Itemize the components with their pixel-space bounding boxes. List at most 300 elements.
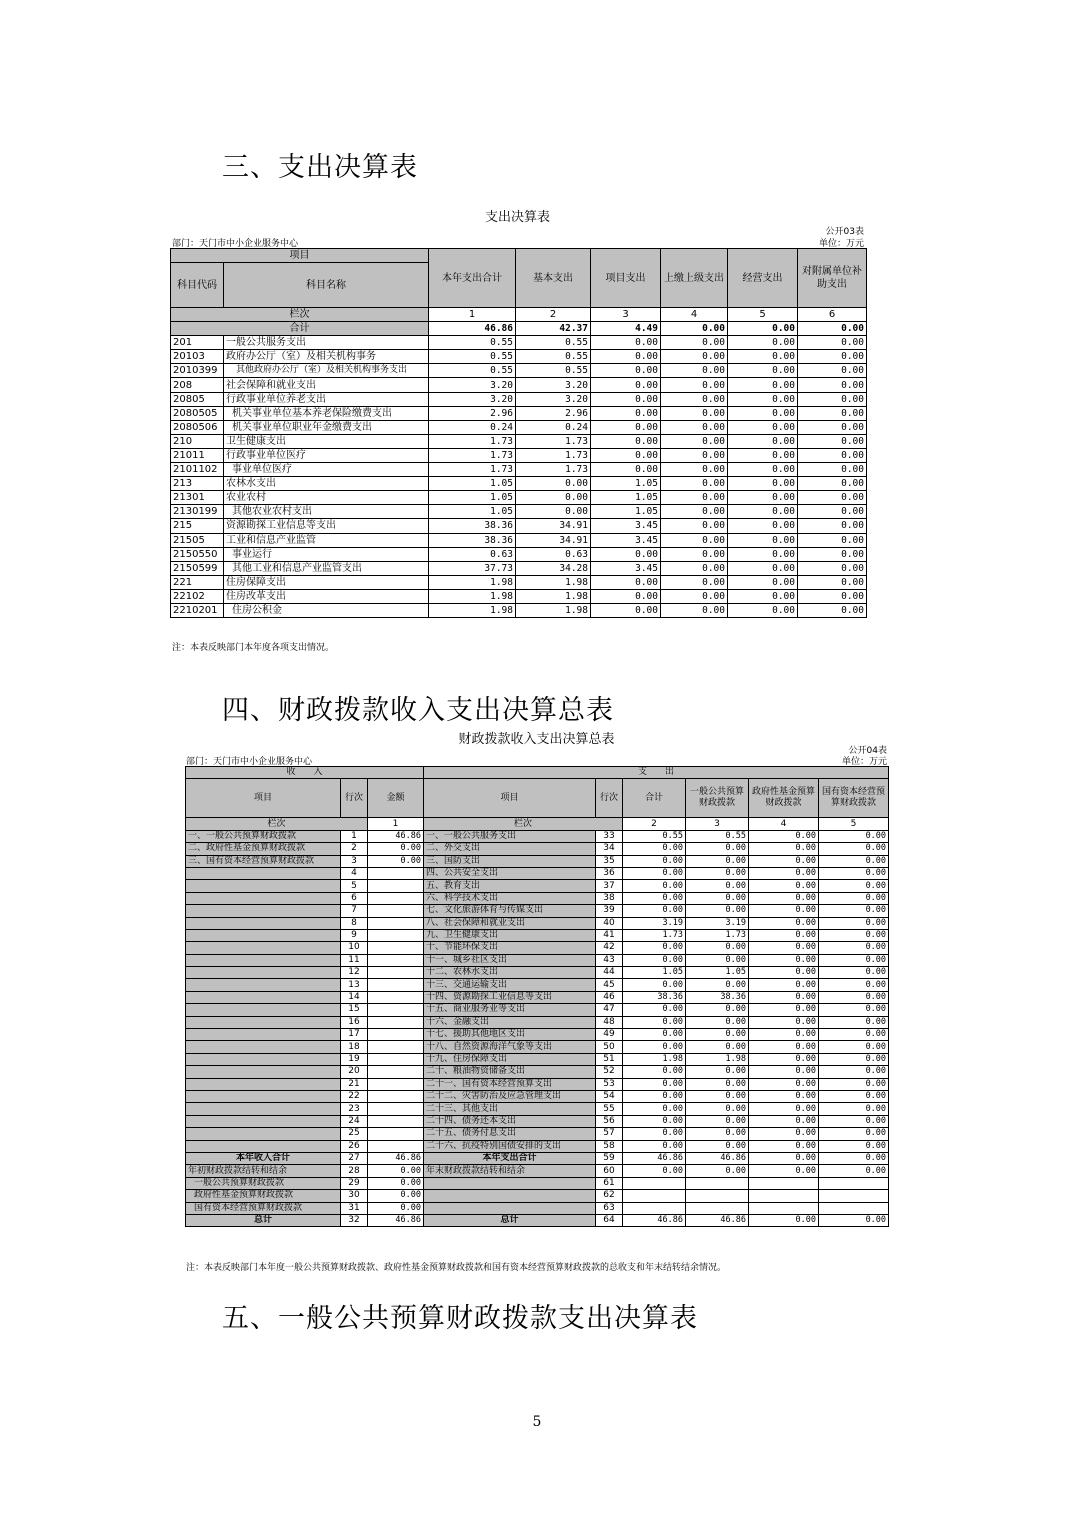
row-number: 53 [596, 1078, 623, 1090]
section3-form-no: 公开03表 [825, 227, 864, 237]
expense-amount [623, 1202, 686, 1214]
amount-cell: 0.00 [798, 420, 867, 434]
row-number: 37 [596, 880, 623, 892]
section3-dept: 部门：天门市中小企业服务中心 [172, 239, 299, 249]
row-number: 14 [341, 991, 368, 1003]
table-row [186, 979, 889, 991]
expense-amount: 0.00 [623, 867, 686, 879]
subject-name: 机关事业单位职业年金缴费支出 [224, 420, 429, 434]
expense-amount: 46.86 [623, 1152, 686, 1164]
hdr-fund: 政府性基金预算财政拨款 [749, 779, 819, 818]
amount-cell: 0.00 [661, 519, 728, 533]
amount-cell: 0.00 [516, 491, 591, 505]
income-amount [368, 1053, 424, 1065]
expense-amount: 0.00 [749, 967, 819, 979]
amount-cell: 1.05 [429, 477, 516, 491]
row-number: 43 [596, 954, 623, 966]
expense-amount: 0.00 [819, 942, 889, 954]
amount-cell: 0.55 [429, 350, 516, 364]
hdr-item: 项目 [171, 249, 429, 263]
amount-cell: 38.36 [429, 519, 516, 533]
expense-amount: 0.00 [819, 1041, 889, 1053]
amount-cell: 0.00 [728, 378, 798, 392]
expense-amount: 0.00 [749, 979, 819, 991]
subject-name: 住房公积金 [224, 603, 429, 617]
section3-unit: 单位：万元 [818, 239, 864, 249]
income-item [186, 979, 341, 991]
amount-cell: 0.00 [591, 547, 661, 561]
row-number: 40 [596, 917, 623, 929]
expense-amount: 3.19 [686, 917, 749, 929]
amount-cell: 0.00 [798, 561, 867, 575]
hdr-col-4: 上缴上级支出 [661, 249, 728, 308]
expense-item: 十六、金融支出 [424, 1016, 596, 1028]
row-number: 32 [341, 1214, 368, 1226]
amount-cell: 1.73 [429, 463, 516, 477]
income-item [186, 917, 341, 929]
amount-cell: 1.73 [516, 434, 591, 448]
income-header: 收 入 [186, 767, 424, 779]
expense-amount: 0.00 [749, 867, 819, 879]
expense-amount: 0.00 [819, 1214, 889, 1226]
expense-amount: 0.00 [819, 1078, 889, 1090]
amount-cell: 0.00 [661, 547, 728, 561]
expense-amount: 0.00 [749, 1152, 819, 1164]
subject-code: 2080506 [171, 420, 224, 434]
subject-name: 卫生健康支出 [224, 434, 429, 448]
row-number: 52 [596, 1066, 623, 1078]
subject-name: 农林水支出 [224, 477, 429, 491]
total-value: 0.00 [728, 322, 798, 336]
expense-amount: 0.00 [623, 1004, 686, 1016]
expense-amount: 0.00 [686, 1004, 749, 1016]
subject-code: 201 [171, 336, 224, 350]
row-number: 39 [596, 905, 623, 917]
amount-cell: 0.24 [429, 420, 516, 434]
income-item [186, 1090, 341, 1102]
row-number: 26 [341, 1140, 368, 1152]
expense-amount: 0.00 [686, 1103, 749, 1115]
row-number: 45 [596, 979, 623, 991]
expense-amount [749, 1190, 819, 1202]
table-row [186, 1078, 889, 1090]
expense-item: 二、外交支出 [424, 843, 596, 855]
row-number: 12 [341, 967, 368, 979]
expense-amount: 0.00 [819, 880, 889, 892]
expense-item: 一、一般公共服务支出 [424, 830, 596, 842]
table-row [186, 967, 889, 979]
amount-cell: 1.73 [516, 463, 591, 477]
hdr-col-5: 经营支出 [728, 249, 798, 308]
col-label: 栏次 [186, 818, 368, 830]
income-item [186, 905, 341, 917]
amount-cell: 0.00 [661, 392, 728, 406]
expense-amount: 38.36 [686, 991, 749, 1003]
row-number: 57 [596, 1128, 623, 1140]
income-amount [368, 880, 424, 892]
row-number: 42 [596, 942, 623, 954]
expense-amount: 0.00 [623, 1165, 686, 1177]
subject-code: 21011 [171, 448, 224, 462]
expense-amount: 0.00 [749, 880, 819, 892]
amount-cell: 3.45 [591, 533, 661, 547]
hdr-col-1: 本年支出合计 [429, 249, 516, 308]
amount-cell: 1.05 [429, 491, 516, 505]
table-row [171, 434, 867, 448]
expense-amount [686, 1190, 749, 1202]
income-item: 二、政府性基金预算财政拨款 [186, 843, 341, 855]
table-row [186, 1214, 889, 1226]
row-number: 54 [596, 1090, 623, 1102]
col-num: 1 [429, 308, 516, 322]
subject-name: 住房改革支出 [224, 589, 429, 603]
income-item [186, 1041, 341, 1053]
expense-amount: 0.00 [623, 1029, 686, 1041]
expense-amount: 0.00 [623, 942, 686, 954]
row-number: 8 [341, 917, 368, 929]
amount-cell: 1.73 [429, 448, 516, 462]
row-number: 2 [341, 843, 368, 855]
income-item [186, 892, 341, 904]
expense-amount: 0.00 [623, 1140, 686, 1152]
amount-cell: 0.00 [591, 603, 661, 617]
subject-code: 2080505 [171, 406, 224, 420]
amount-cell: 38.36 [429, 533, 516, 547]
expense-amount: 0.00 [686, 1029, 749, 1041]
expense-amount: 0.00 [623, 1041, 686, 1053]
expense-item: 九、卫生健康支出 [424, 929, 596, 941]
income-amount [368, 905, 424, 917]
subject-name: 其他农业农村支出 [224, 505, 429, 519]
amount-cell: 0.00 [591, 448, 661, 462]
row-number: 36 [596, 867, 623, 879]
expense-item: 二十六、抗疫特别国债安排的支出 [424, 1140, 596, 1152]
total-value: 4.49 [591, 322, 661, 336]
amount-cell: 3.20 [429, 392, 516, 406]
amount-cell: 3.20 [429, 378, 516, 392]
expense-amount: 38.36 [623, 991, 686, 1003]
subject-code: 2130199 [171, 505, 224, 519]
income-amount: 0.00 [368, 855, 424, 867]
total-value: 0.00 [798, 322, 867, 336]
row-number: 25 [341, 1128, 368, 1140]
row-number: 34 [596, 843, 623, 855]
amount-cell: 0.00 [661, 477, 728, 491]
table-row [186, 1152, 889, 1164]
subject-code: 210 [171, 434, 224, 448]
table-row [186, 942, 889, 954]
section3-note: 注：本表反映部门本年度各项支出情况。 [172, 643, 335, 653]
amount-cell: 0.00 [798, 378, 867, 392]
hdr-item2: 项目 [424, 779, 596, 818]
amount-cell: 0.00 [728, 547, 798, 561]
amount-cell: 0.00 [661, 491, 728, 505]
amount-cell: 0.00 [798, 434, 867, 448]
expense-amount: 0.00 [819, 855, 889, 867]
income-item [186, 1066, 341, 1078]
row-number: 13 [341, 979, 368, 991]
amount-cell: 0.00 [798, 350, 867, 364]
amount-cell: 0.00 [661, 434, 728, 448]
expense-amount: 0.00 [686, 905, 749, 917]
expense-item: 二十五、债务付息支出 [424, 1128, 596, 1140]
expense-amount: 0.00 [819, 1165, 889, 1177]
table-row [186, 1128, 889, 1140]
amount-cell: 0.00 [728, 420, 798, 434]
subject-name: 其他政府办公厅（室）及相关机构事务支出 [224, 364, 429, 378]
expense-item: 二十、粮油物资储备支出 [424, 1066, 596, 1078]
row-number: 3 [341, 855, 368, 867]
expense-amount: 0.00 [623, 954, 686, 966]
expense-amount: 0.00 [819, 1066, 889, 1078]
col-num: 5 [728, 308, 798, 322]
subject-code: 2150599 [171, 561, 224, 575]
income-item [186, 1016, 341, 1028]
expense-amount: 0.00 [623, 892, 686, 904]
amount-cell: 1.98 [429, 575, 516, 589]
expense-amount: 0.00 [749, 1140, 819, 1152]
amount-cell: 0.00 [728, 575, 798, 589]
expense-amount: 0.00 [686, 1041, 749, 1053]
income-amount: 46.86 [368, 1214, 424, 1226]
subject-name: 机关事业单位基本养老保险缴费支出 [224, 406, 429, 420]
table-row [171, 336, 867, 350]
expense-amount: 46.86 [686, 1214, 749, 1226]
expense-amount: 3.19 [623, 917, 686, 929]
amount-cell: 0.00 [661, 575, 728, 589]
income-amount [368, 1103, 424, 1115]
table-row [186, 830, 889, 842]
subject-name: 行政事业单位养老支出 [224, 392, 429, 406]
expense-amount: 0.00 [819, 991, 889, 1003]
income-amount [368, 1090, 424, 1102]
row-number: 33 [596, 830, 623, 842]
amount-cell: 0.00 [728, 336, 798, 350]
row-number: 1 [341, 830, 368, 842]
row-number: 20 [341, 1066, 368, 1078]
amount-cell: 34.91 [516, 519, 591, 533]
expense-amount: 0.00 [819, 892, 889, 904]
hdr-col-3: 项目支出 [591, 249, 661, 308]
expense-amount [749, 1202, 819, 1214]
hdr-general: 一般公共预算财政拨款 [686, 779, 749, 818]
table-row [186, 855, 889, 867]
amount-cell: 0.00 [591, 420, 661, 434]
amount-cell: 0.00 [661, 561, 728, 575]
expense-amount: 0.00 [749, 843, 819, 855]
row-number: 58 [596, 1140, 623, 1152]
income-item [186, 1029, 341, 1041]
expense-amount: 0.00 [749, 1029, 819, 1041]
col-num: 1 [368, 818, 424, 830]
amount-cell: 0.00 [798, 603, 867, 617]
expense-amount: 0.00 [686, 942, 749, 954]
section5-heading: 五、一般公共预算财政拨款支出决算表 [222, 1303, 698, 1334]
expense-amount: 0.00 [686, 1128, 749, 1140]
row-number: 51 [596, 1053, 623, 1065]
total-value: 0.00 [661, 322, 728, 336]
expense-amount: 0.00 [749, 1090, 819, 1102]
subject-code: 2210201 [171, 603, 224, 617]
amount-cell: 0.00 [798, 364, 867, 378]
income-amount [368, 1140, 424, 1152]
expense-amount: 0.00 [819, 1004, 889, 1016]
amount-cell: 0.00 [798, 533, 867, 547]
expense-amount: 0.55 [623, 830, 686, 842]
amount-cell: 1.73 [429, 434, 516, 448]
expense-amount: 1.73 [686, 929, 749, 941]
expense-amount: 0.00 [819, 979, 889, 991]
expense-amount: 0.00 [686, 979, 749, 991]
table-row [171, 491, 867, 505]
amount-cell: 1.98 [429, 589, 516, 603]
row-number: 18 [341, 1041, 368, 1053]
expense-amount: 0.00 [623, 1128, 686, 1140]
amount-cell: 0.00 [591, 364, 661, 378]
amount-cell: 0.00 [798, 505, 867, 519]
amount-cell: 1.98 [516, 589, 591, 603]
expense-amount: 0.00 [819, 1115, 889, 1127]
amount-cell: 0.00 [798, 448, 867, 462]
expense-amount: 0.00 [686, 1165, 749, 1177]
subject-code: 20805 [171, 392, 224, 406]
expense-amount: 0.00 [749, 892, 819, 904]
table-row [186, 1202, 889, 1214]
table-row [171, 505, 867, 519]
row-number: 17 [341, 1029, 368, 1041]
expense-amount: 0.00 [749, 929, 819, 941]
amount-cell: 0.00 [798, 575, 867, 589]
table-row [171, 533, 867, 547]
expense-amount [686, 1202, 749, 1214]
subject-name: 政府办公厅（室）及相关机构事务 [224, 350, 429, 364]
col-num: 5 [819, 818, 889, 830]
expense-amount: 0.00 [686, 1140, 749, 1152]
income-amount: 0.00 [368, 1190, 424, 1202]
table-row [186, 1115, 889, 1127]
expense-amount: 1.05 [686, 967, 749, 979]
row-number: 16 [341, 1016, 368, 1028]
table-row [171, 350, 867, 364]
income-amount [368, 1041, 424, 1053]
fiscal-summary-table [185, 766, 889, 1227]
amount-cell: 0.00 [798, 336, 867, 350]
amount-cell: 3.20 [516, 378, 591, 392]
expense-amount: 0.00 [686, 1016, 749, 1028]
income-amount [368, 1128, 424, 1140]
amount-cell: 0.00 [591, 350, 661, 364]
expense-item: 八、社会保障和就业支出 [424, 917, 596, 929]
row-number: 10 [341, 942, 368, 954]
amount-cell: 0.55 [516, 350, 591, 364]
row-number: 49 [596, 1029, 623, 1041]
income-item: 本年收入合计 [186, 1152, 341, 1164]
amount-cell: 0.00 [661, 406, 728, 420]
row-number: 23 [341, 1103, 368, 1115]
row-number: 47 [596, 1004, 623, 1016]
expense-item: 十九、住房保障支出 [424, 1053, 596, 1065]
amount-cell: 1.05 [591, 491, 661, 505]
amount-cell: 34.91 [516, 533, 591, 547]
amount-cell: 0.00 [591, 336, 661, 350]
table-row [186, 954, 889, 966]
expense-amount: 1.73 [623, 929, 686, 941]
hdr-row: 行次 [341, 779, 368, 818]
income-item [186, 942, 341, 954]
expense-amount: 0.00 [819, 905, 889, 917]
hdr-soe: 国有资本经营预算财政拨款 [819, 779, 889, 818]
amount-cell: 0.00 [798, 519, 867, 533]
expense-amount [819, 1202, 889, 1214]
expense-item: 十二、农林水支出 [424, 967, 596, 979]
income-item [186, 1103, 341, 1115]
expense-amount: 0.00 [686, 1066, 749, 1078]
table-row [171, 463, 867, 477]
table-row [186, 1165, 889, 1177]
subject-name: 事业运行 [224, 547, 429, 561]
amount-cell: 0.00 [661, 378, 728, 392]
amount-cell: 0.00 [661, 463, 728, 477]
expense-amount: 0.00 [749, 830, 819, 842]
amount-cell: 0.00 [798, 406, 867, 420]
row-number: 64 [596, 1214, 623, 1226]
expense-amount: 0.00 [623, 1066, 686, 1078]
amount-cell: 0.00 [728, 364, 798, 378]
table-row [186, 917, 889, 929]
col-num: 3 [686, 818, 749, 830]
subject-name: 住房保障支出 [224, 575, 429, 589]
expense-amount: 0.00 [749, 991, 819, 1003]
amount-cell: 0.55 [516, 336, 591, 350]
table-row [171, 519, 867, 533]
expense-item [424, 1177, 596, 1189]
table-row [186, 1090, 889, 1102]
expense-item: 总计 [424, 1214, 596, 1226]
amount-cell: 1.98 [516, 603, 591, 617]
expense-item: 二十三、其他支出 [424, 1103, 596, 1115]
expense-amount: 0.00 [749, 1016, 819, 1028]
expense-amount: 46.86 [686, 1152, 749, 1164]
expense-amount: 0.00 [749, 855, 819, 867]
amount-cell: 0.00 [591, 392, 661, 406]
expense-amount: 1.98 [686, 1053, 749, 1065]
income-item [186, 880, 341, 892]
table-row [186, 892, 889, 904]
expense-amount: 0.00 [623, 1103, 686, 1115]
row-number: 11 [341, 954, 368, 966]
amount-cell: 0.00 [591, 378, 661, 392]
income-item [186, 954, 341, 966]
row-number: 59 [596, 1152, 623, 1164]
expense-amount: 0.00 [819, 867, 889, 879]
amount-cell: 0.00 [798, 589, 867, 603]
subject-name: 社会保障和就业支出 [224, 378, 429, 392]
expense-amount: 0.00 [819, 967, 889, 979]
expense-item: 二十一、国有资本经营预算支出 [424, 1078, 596, 1090]
col-num: 6 [798, 308, 867, 322]
expense-item: 七、文化旅游体育与传媒支出 [424, 905, 596, 917]
expense-amount: 0.00 [623, 843, 686, 855]
row-number: 9 [341, 929, 368, 941]
amount-cell: 0.00 [661, 350, 728, 364]
amount-cell: 3.45 [591, 519, 661, 533]
amount-cell: 1.05 [591, 477, 661, 491]
income-item [186, 1140, 341, 1152]
expense-amount: 1.98 [623, 1053, 686, 1065]
income-item [186, 991, 341, 1003]
expense-amount: 0.00 [749, 917, 819, 929]
table-row [186, 905, 889, 917]
